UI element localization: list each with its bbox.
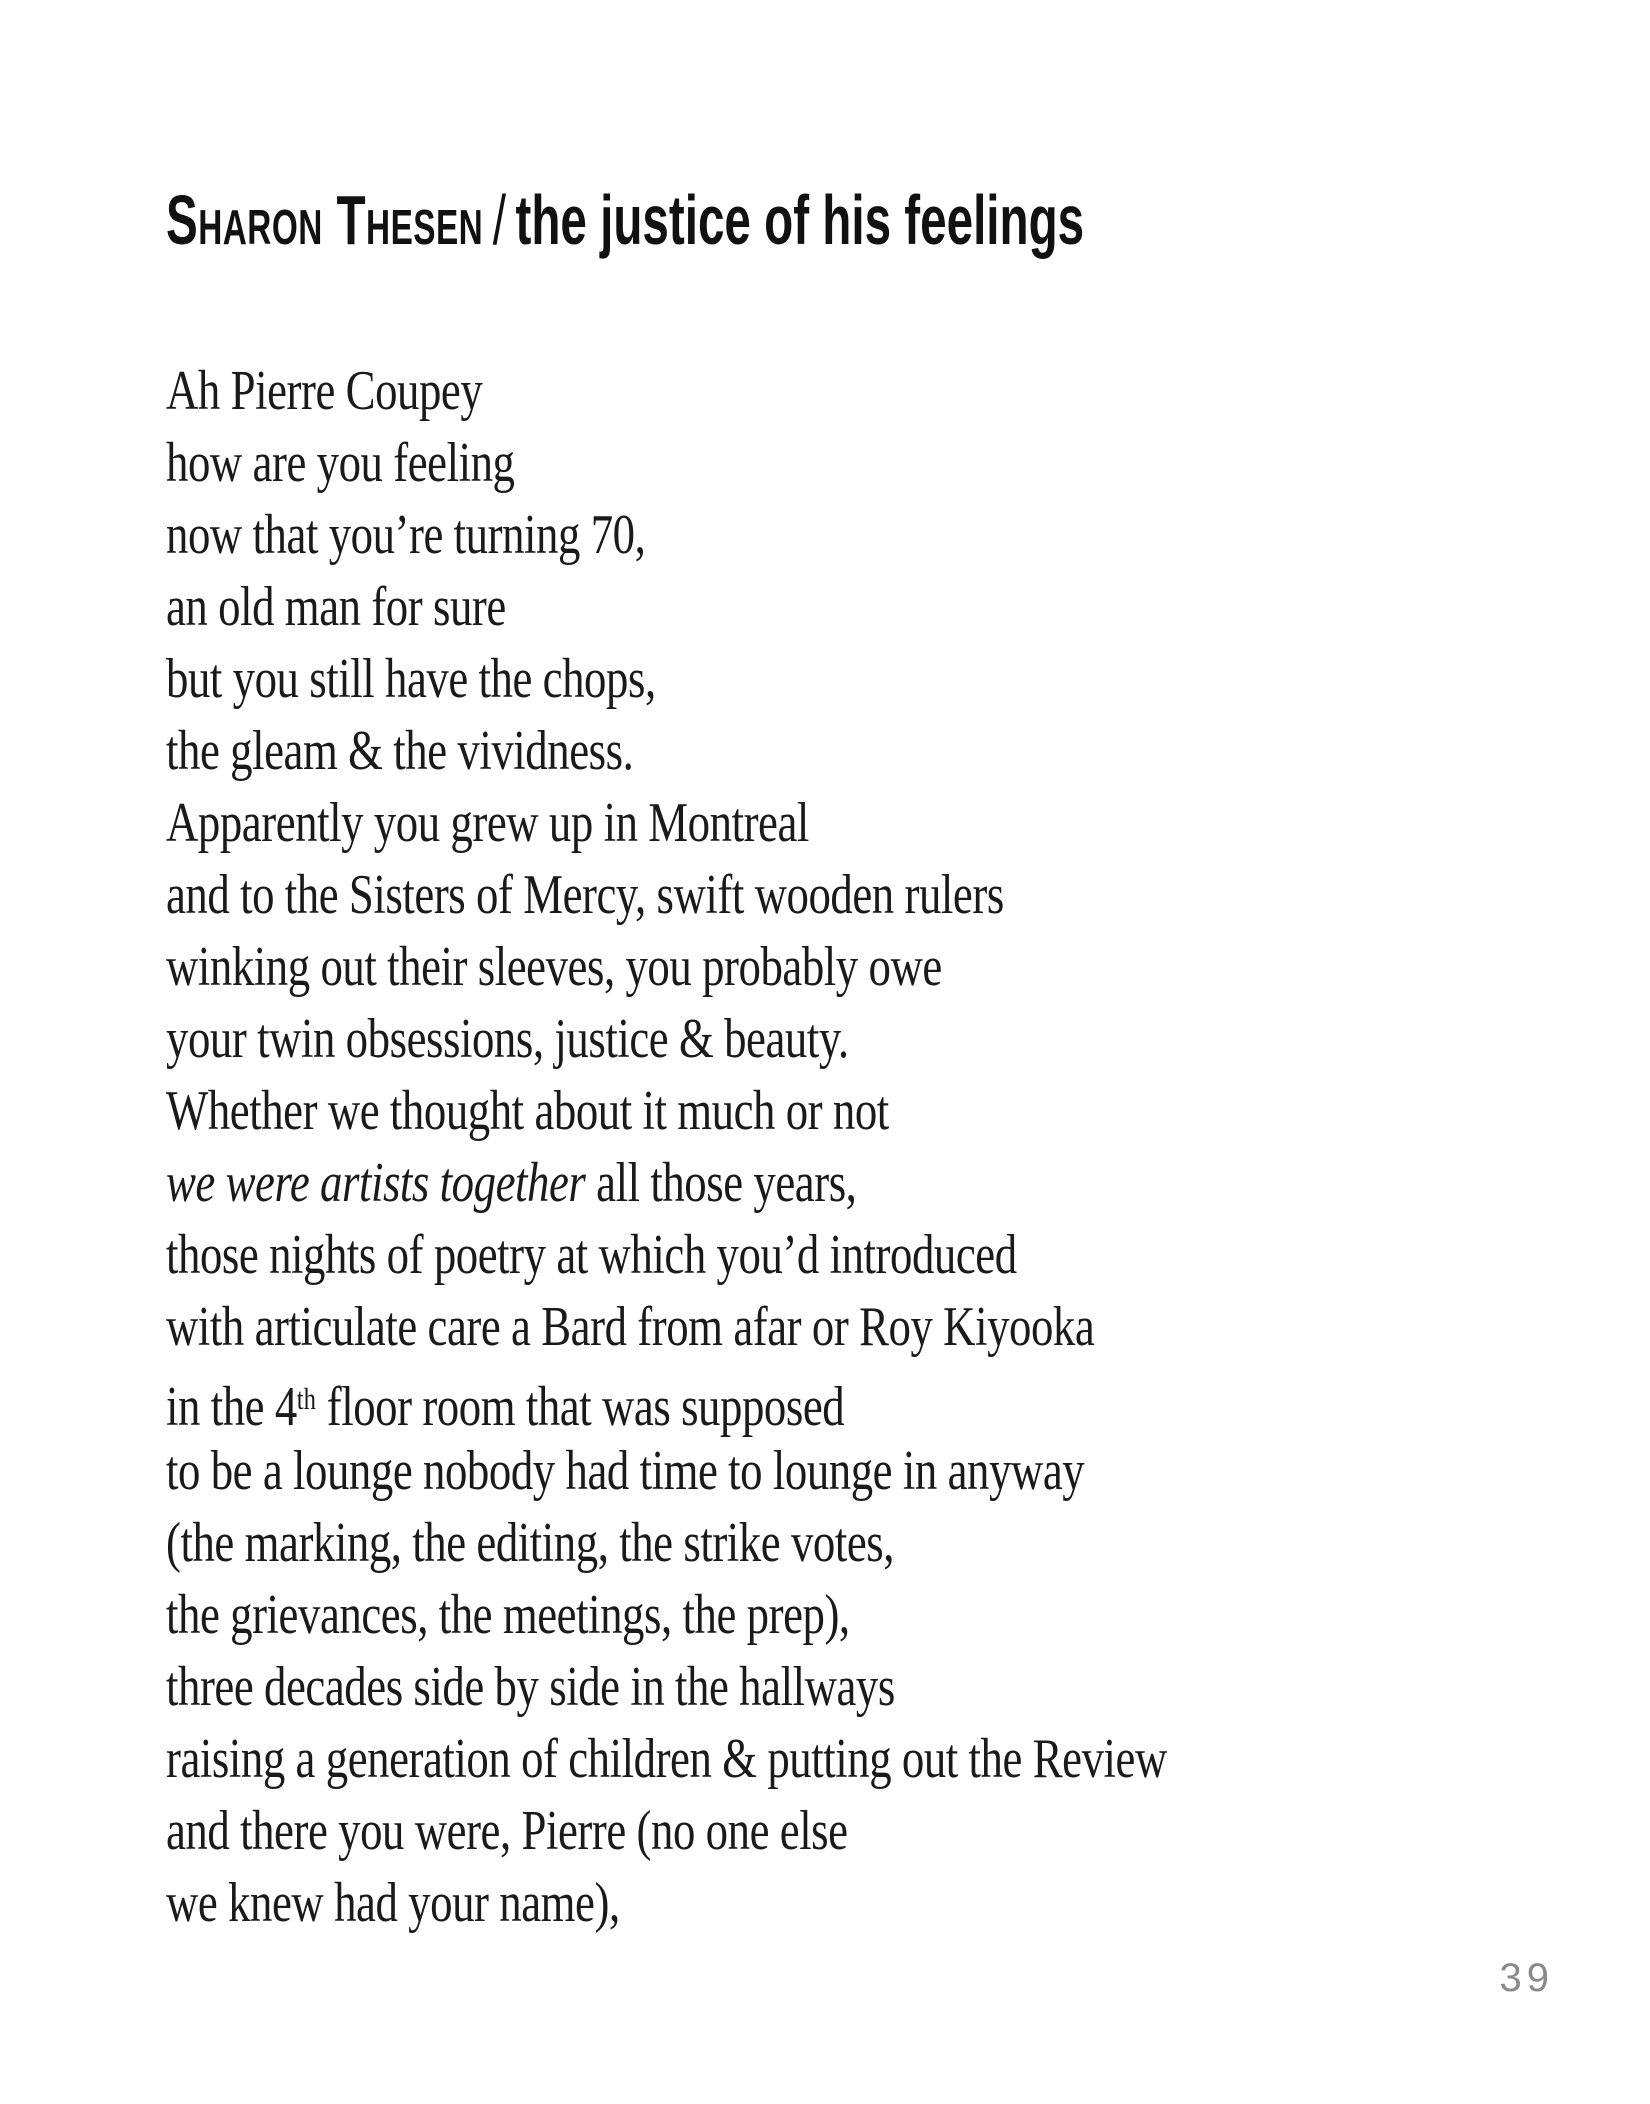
poem-body: [166, 355, 1167, 1939]
poem-line: [166, 1147, 1167, 1219]
title-separator: /: [492, 181, 506, 259]
poem-line: [166, 1795, 1167, 1867]
page-title: [166, 181, 1085, 259]
poem-text-segment: to be a lounge nobody had time to lounge in anyway: [166, 1440, 1085, 1502]
poem-line: [166, 355, 1167, 427]
poem-text-segment: raising a generation of children & putting out the Review: [166, 1728, 1167, 1790]
poem-line: [166, 1003, 1167, 1075]
poem-line: [166, 787, 1167, 859]
poem-text-segment: Ah Pierre Coupey: [166, 360, 483, 422]
poem-line: [166, 499, 1167, 571]
poem-text-segment: those nights of poetry at which you’d introduced: [166, 1224, 1017, 1286]
poem-text-segment: an old man for sure: [166, 576, 506, 638]
poem-line: [166, 715, 1167, 787]
poem-text-segment: the gleam & the vividness.: [166, 720, 634, 782]
ordinal-superscript: th: [296, 1382, 316, 1416]
poem-line: [166, 571, 1167, 643]
poem-line: [166, 1579, 1167, 1651]
poem-line: [166, 1075, 1167, 1147]
page-number: 39: [1499, 1956, 1554, 2000]
poem-text-segment: three decades side by side in the hallways: [166, 1656, 895, 1718]
poem-line: [166, 1651, 1167, 1723]
poem-line: [166, 1435, 1167, 1507]
poem-text-segment: the grievances, the meetings, the prep),: [166, 1584, 850, 1646]
poem-text-segment: Apparently you grew up in Montreal: [166, 792, 809, 854]
poem-text-segment: Whether we thought about it much or not: [166, 1080, 889, 1142]
poem-line: [166, 1291, 1167, 1363]
poem-text-segment: (the marking, the editing, the strike votes,: [166, 1512, 895, 1574]
poem-line: [166, 859, 1167, 931]
poem-line: [166, 1507, 1167, 1579]
poem-text-segment: how are you feeling: [166, 432, 515, 494]
author-name: Sharon Thesen: [166, 181, 484, 259]
poem-line: [166, 643, 1167, 715]
poem-text-segment: in the 4: [166, 1376, 297, 1439]
poem-text-segment: we knew had your name),: [166, 1872, 620, 1934]
poem-line: [166, 931, 1167, 1003]
poem-line: [166, 1363, 1167, 1439]
poem-text-segment: all those years,: [585, 1152, 857, 1214]
poem-text-segment: and to the Sisters of Mercy, swift wooden rulers: [166, 864, 1004, 926]
poem-title: the justice of his feelings: [515, 181, 1085, 259]
poem-text-segment: your twin obsessions, justice & beauty.: [166, 1008, 849, 1070]
poem-text-segment: floor room that was supposed: [315, 1376, 845, 1439]
poem-line: [166, 1219, 1167, 1291]
poem-text-segment: winking out their sleeves, you probably owe: [166, 936, 942, 998]
poem-line: [166, 1867, 1167, 1939]
poem-text-segment: with articulate care a Bard from afar or Roy Kiyooka: [166, 1296, 1095, 1358]
poem-text-segment: and there you were, Pierre (no one else: [166, 1800, 848, 1862]
poem-line: [166, 427, 1167, 499]
poem-line: [166, 1723, 1167, 1795]
poem-text-segment: but you still have the chops,: [166, 648, 656, 710]
poem-text-segment: we were artists together: [166, 1152, 586, 1214]
poem-text-segment: now that you’re turning 70,: [166, 504, 646, 566]
